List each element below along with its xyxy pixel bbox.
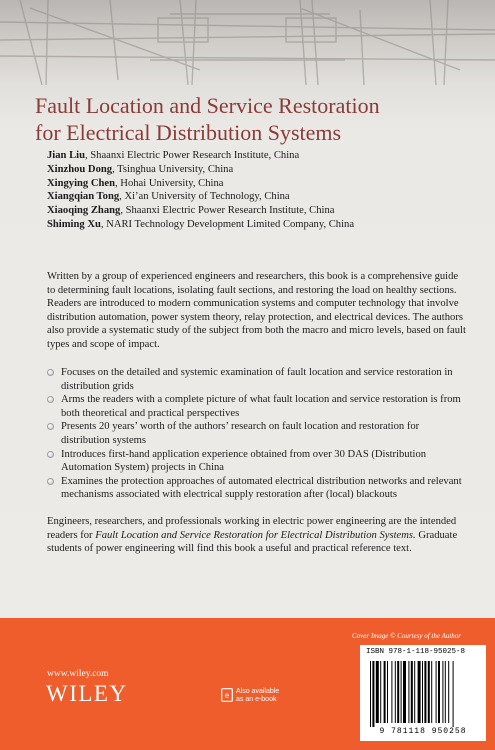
audience-paragraph bbox=[47, 515, 467, 556]
audience-text-start: Engineers, researchers, and professionals working in electric power engineering are the intended readers for bbox=[47, 516, 457, 541]
author-name: Shiming Xu bbox=[47, 218, 101, 230]
bullet-icon bbox=[47, 478, 54, 485]
barcode-panel bbox=[360, 645, 486, 741]
svg-text:e: e bbox=[224, 691, 230, 700]
barcode-number: 9 781118 950258 bbox=[379, 727, 467, 736]
title-line-2: for Electrical Distribution Systems bbox=[35, 120, 342, 145]
feature-item bbox=[47, 366, 467, 393]
book-title bbox=[35, 92, 475, 146]
bullet-icon bbox=[47, 451, 54, 458]
audience-book-title: Fault Location and Service Restoration for Electrical Distribution Systems. bbox=[95, 529, 416, 541]
author-row bbox=[47, 190, 487, 204]
author-affiliation: , Shaanxi Electric Power Research Institute, China bbox=[120, 205, 335, 217]
feature-text: Introduces first-hand application experience obtained from over 30 DAS (Distribution Automation System) projects in China bbox=[61, 448, 427, 474]
title-line-1: Fault Location and Service Restoration bbox=[35, 93, 380, 118]
feature-item bbox=[47, 420, 467, 447]
ebook-icon bbox=[221, 688, 233, 702]
credit-value: Courtesy of the Author bbox=[397, 632, 462, 640]
author-affiliation: , NARI Technology Development Limited Company, China bbox=[100, 218, 355, 230]
feature-item bbox=[47, 393, 467, 420]
publisher-logo: WILEY bbox=[46, 681, 128, 706]
ebook-line-1: Also available bbox=[236, 688, 280, 695]
author-name: Xingying Chen bbox=[47, 177, 115, 189]
feature-item bbox=[47, 475, 467, 502]
isbn-label: ISBN 978-1-118-95025-8 bbox=[366, 648, 466, 656]
author-name: Xiaoqing Zhang bbox=[47, 205, 121, 217]
author-row bbox=[47, 204, 487, 218]
author-affiliation: , Xi’an University of Technology, China bbox=[119, 191, 290, 203]
author-row bbox=[47, 218, 487, 232]
ebook-availability bbox=[236, 688, 279, 704]
feature-text: Arms the readers with a complete picture of what fault location and service restoration is from both theoretical and practical perspectives bbox=[61, 394, 461, 419]
credit-label: Cover Image © bbox=[352, 632, 398, 640]
author-affiliation: , Shaanxi Electric Power Research Institute, China bbox=[84, 150, 300, 161]
barcode bbox=[368, 661, 480, 727]
bullet-icon bbox=[47, 369, 54, 376]
cover-image-credit bbox=[352, 632, 461, 640]
author-name: Xinzhou Dong bbox=[47, 163, 113, 175]
feature-item bbox=[47, 448, 467, 475]
bullet-icon bbox=[47, 423, 54, 430]
author-affiliation: , Hohai University, China bbox=[115, 177, 224, 189]
feature-text: Focuses on the detailed and systemic examination of fault location and service restoration in distribution grids bbox=[61, 367, 453, 392]
feature-list bbox=[47, 366, 467, 502]
feature-text: Presents 20 years’ worth of the authors’ research on fault location and restoration for distribution systems bbox=[61, 421, 420, 446]
author-name: Jian Liu bbox=[47, 150, 85, 161]
book-description: Written by a group of experienced engineers and researchers, this book is a comprehensive guide to determining fault locations, isolating fault sections, and restoring the load on healthy sections. Readers are introduced to modern communication systems and computer technology that involve distribution automation, power system theory, relay protection, and electrical devices. The authors also provide a systematic study of the subject from both the macro and micro levels, based on fault types and scope of impact. bbox=[47, 271, 466, 350]
bullet-icon bbox=[47, 396, 54, 403]
publisher-website[interactable]: www.wiley.com bbox=[47, 669, 109, 679]
author-affiliation: , Tsinghua University, China bbox=[112, 163, 234, 175]
author-list bbox=[47, 149, 487, 232]
author-row bbox=[47, 149, 487, 163]
feature-text: Examines the protection approaches of automated electrical distribution networks and relevant mechanisms associated with electrical supply restoration after (local) blackouts bbox=[61, 475, 462, 501]
author-row bbox=[47, 177, 487, 191]
author-name: Xiangqian Tong bbox=[47, 191, 120, 203]
ebook-line-2: as an e-book bbox=[236, 696, 277, 703]
audience-text-end: Graduate students of power engineering will find this book a useful and practical reference text. bbox=[47, 529, 458, 555]
author-row bbox=[47, 163, 487, 177]
